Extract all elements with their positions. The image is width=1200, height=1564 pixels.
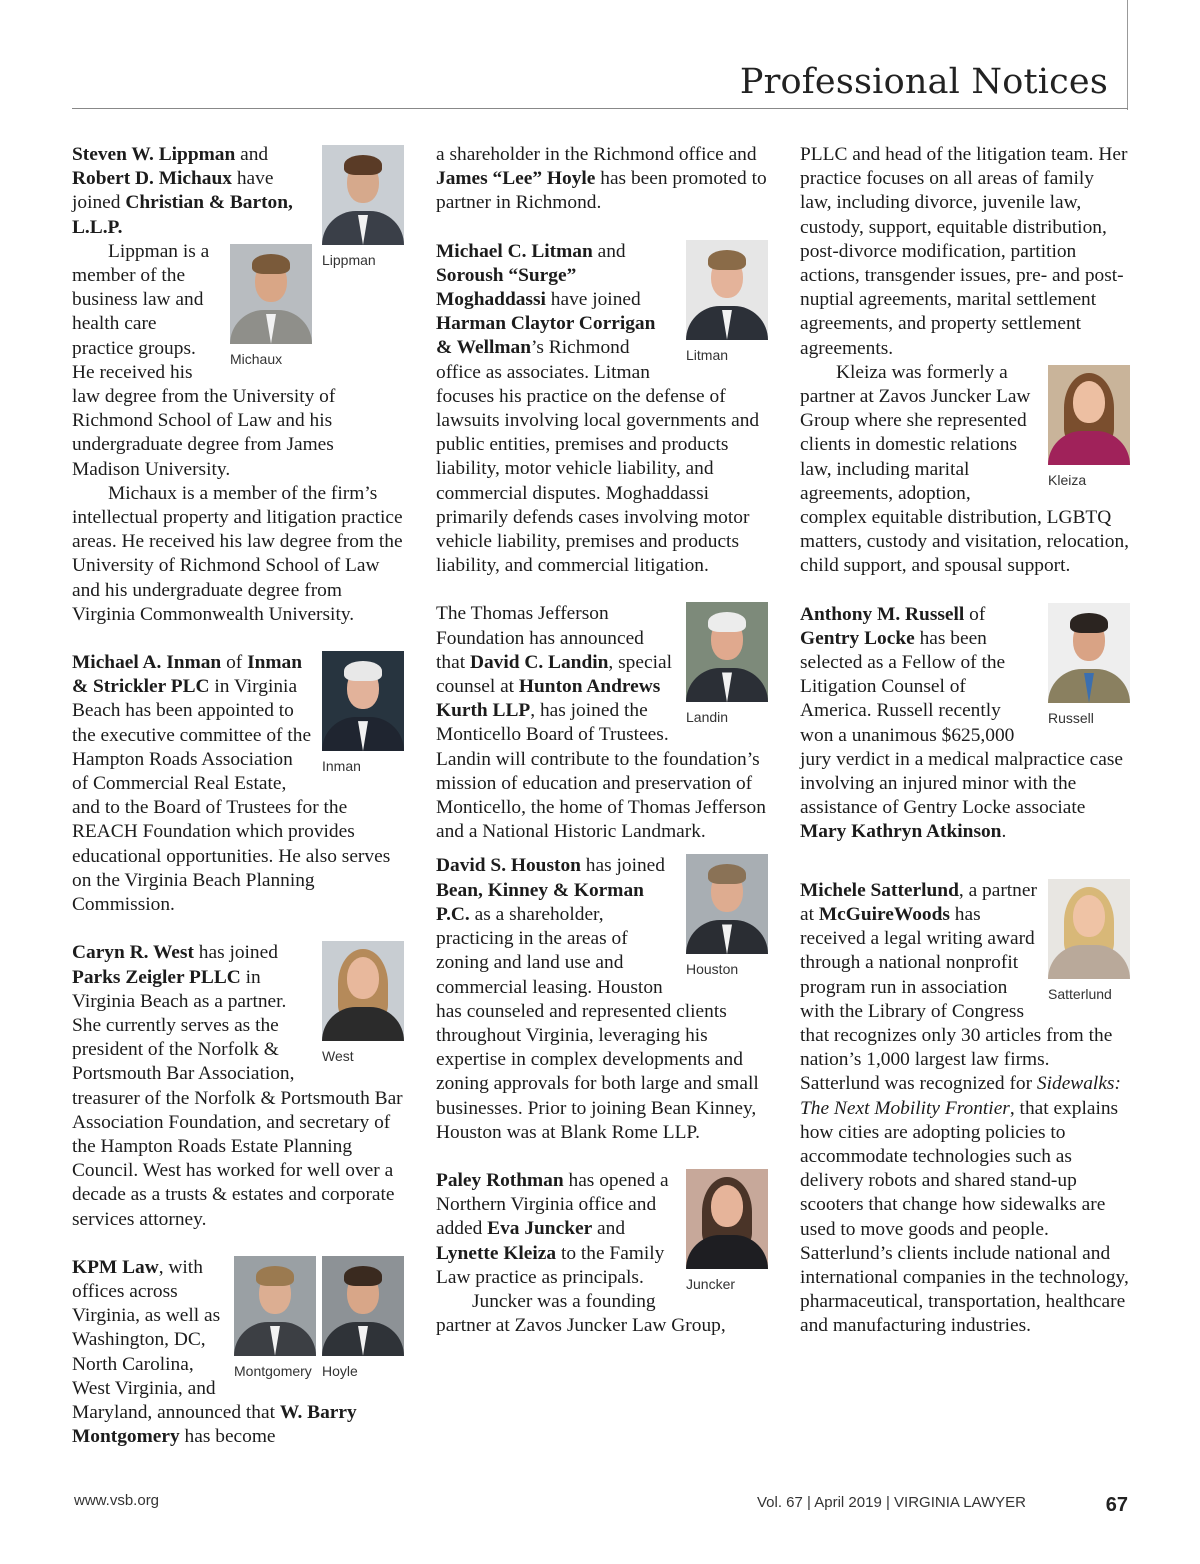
photo-michaux [230, 244, 312, 367]
portrait-image [234, 1256, 316, 1356]
column-1 [72, 143, 404, 1449]
notice-kpm: KPM Law, with offices across Virginia, as well as Washington, DC, North Carolina, West Virginia, and Maryland, announced that W. Barry Montgomery has become [72, 1256, 357, 1448]
photo-montgomery [234, 1256, 316, 1379]
column-3 [800, 143, 1130, 1339]
page-frame-line [1127, 0, 1128, 110]
page-number: 67 [1105, 1494, 1128, 1516]
photo-caption: West [322, 1048, 354, 1065]
photo-caption: Juncker [686, 1275, 736, 1292]
photo-caption: Satterlund [1048, 985, 1112, 1002]
photo-houston [686, 854, 768, 977]
footer-website: www.vsb.org [74, 1492, 160, 1509]
notice-paley-rothman: Paley Rothman has opened a Northern Virginia office and added Eva Juncker and Lynette Kleiza to the Family Law practice as principals. [436, 1169, 669, 1288]
portrait-image [686, 1169, 768, 1269]
portrait-image [322, 651, 404, 751]
notice-landin: The Thomas Jefferson Foundation has announced that David C. Landin, special counsel at Hunton Andrews Kurth LLP, has joined the Monticello Board of Trustees. Landin will contribute to the foundation’s mission of education and preservation of Monticello, the home of Thomas Jefferson and a National Historic Landmark. [436, 603, 766, 843]
photo-caption: Montgomery [234, 1362, 312, 1379]
portrait-image [322, 941, 404, 1041]
notice-paragraph: Kleiza was formerly a partner at Zavos Juncker Law Group where she represented clients in domestic relations law, including marital agreements, adoption, complex equitable distribution, LGBTQ matters, custody and visitation, relocation, child support, and spousal support. [800, 361, 1130, 577]
photo-caption: Landin [686, 709, 729, 726]
photo-landin [686, 602, 768, 725]
photo-kleiza [1048, 365, 1130, 488]
portrait-image [1048, 879, 1130, 979]
portrait-image [1048, 365, 1130, 465]
photo-montgomery-hoyle [234, 1256, 404, 1379]
notice-russell: Anthony M. Russell of Gentry Locke has been selected as a Fellow of the Litigation Counsel of America. Russell recently won a unanimous $625,000 jury verdict in a medical malpractice case involving an injured minor with the assistance of Gentry Locke associate Mary Kathryn Atkinson. [800, 603, 1124, 843]
section-title: Professional Notices [739, 62, 1108, 102]
photo-caption: Houston [686, 961, 739, 978]
photo-hoyle [322, 1256, 404, 1379]
photo-caption: Litman [686, 346, 729, 363]
notice-inman: Michael A. Inman of Inman & Strickler PLC in Virginia Beach has been appointed to the executive committee of the Hampton Roads Association of Commercial Real Estate, and to the Board of Trustees for the REACH Foundation which provides educational opportunities. He also serves on the Virginia Beach Planning Commission. [72, 652, 391, 916]
photo-caption: Hoyle [322, 1362, 358, 1379]
photo-litman [686, 240, 768, 363]
notice-kpm-continued: a shareholder in the Richmond office and James “Lee” Hoyle has been promoted to partner in Richmond. [436, 144, 767, 214]
notice-paragraph: Michaux is a member of the firm’s intellectual property and litigation practice areas. He received his law degree from the University of Richmond School of Law and his undergraduate degree from Virginia Commonwealth University. [72, 482, 403, 625]
photo-russell [1048, 603, 1130, 726]
notice-houston: David S. Houston has joined Bean, Kinney & Korman P.C. as a shareholder, practicing in the areas of zoning and land use and commercial leasing. Houston has counseled and represented clients throughout Virginia, leveraging his expertise in complex developments and zoning approvals for both large and small businesses. Prior to joining Bean Kinney, Houston was at Blank Rome LLP. [436, 855, 759, 1143]
portrait-image [1048, 603, 1130, 703]
notice-lippman-michaux: Steven W. Lippman and Robert D. Michaux have joined Christian & Barton, L.L.P. [72, 144, 293, 238]
photo-caption: Inman [322, 758, 361, 775]
notice-paragraph: Lippman is a member of the business law and health care practice groups. He received his law degree from the University of Richmond School of Law and his undergraduate degree from James Madison University. [72, 240, 336, 480]
notice-satterlund: Michele Satterlund, a partner at McGuireWoods has received a legal writing award through a national nonprofit program run in association with the Library of Congress that recognizes only 30 articles from the nation’s 1,000 largest law firms. Satterlund was recognized for Sidewalks: The Next Mobility Frontier, that explains how cities are adopting policies to accommodate technologies such as delivery robots and shared stand-up scooters that change how sidewalks are used to move goods and people. Satterlund’s clients include national and international companies in the technology, pharmaceutical, transportation, healthcare and manufacturing industries. [800, 879, 1129, 1337]
photo-satterlund [1048, 879, 1130, 1002]
notice-west: Caryn R. West has joined Parks Zeigler PLLC in Virginia Beach as a partner. She currently serves as the president of the Norfolk & Portsmouth Bar Association, treasurer of the Norfolk & Portsmouth Bar Association Foundation, and secretary of the Hampton Roads Estate Planning Council. West has worked for well over a decade as a trusts & estates and corporate services attorney. [72, 942, 403, 1230]
photo-inman [322, 651, 404, 774]
portrait-image [686, 854, 768, 954]
portrait-image [686, 602, 768, 702]
portrait-image [322, 145, 404, 245]
notice-paragraph: Juncker was a founding partner at Zavos Juncker Law Group, [436, 1290, 726, 1337]
portrait-image [230, 244, 312, 344]
portrait-image [322, 1256, 404, 1356]
notice-paley-continued: PLLC and head of the litigation team. Her practice focuses on all areas of family law, including divorce, juvenile law, custody, support, equitable distribution, post-divorce modification, partition actions, transgender issues, pre- and post-nuptial agreements, marital settlement agreements, and property settlement agreements. [800, 144, 1128, 359]
photo-caption: Kleiza [1048, 471, 1087, 488]
photo-caption: Russell [1048, 709, 1094, 726]
photo-juncker [686, 1169, 768, 1292]
photo-west [322, 941, 404, 1064]
column-2 [436, 143, 768, 1338]
photo-caption: Michaux [230, 350, 283, 367]
notice-litman-moghaddassi: Michael C. Litman and Soroush “Surge” Moghaddassi have joined Harman Claytor Corrigan & Wellman’s Richmond office as associates. Litman focuses his practice on the defense of lawsuits involving local governments and public entities, premises and products liability, motor vehicle liability, and commercial disputes. Moghaddassi primarily defends cases involving motor vehicle liability, premises and products liability, and commercial litigation. [436, 240, 760, 577]
photo-lippman [322, 145, 404, 268]
portrait-image [686, 240, 768, 340]
header-rule [72, 108, 1128, 109]
footer-issue: Vol. 67 | April 2019 | VIRGINIA LAWYER [756, 1494, 1026, 1511]
photo-caption: Lippman [322, 252, 376, 268]
